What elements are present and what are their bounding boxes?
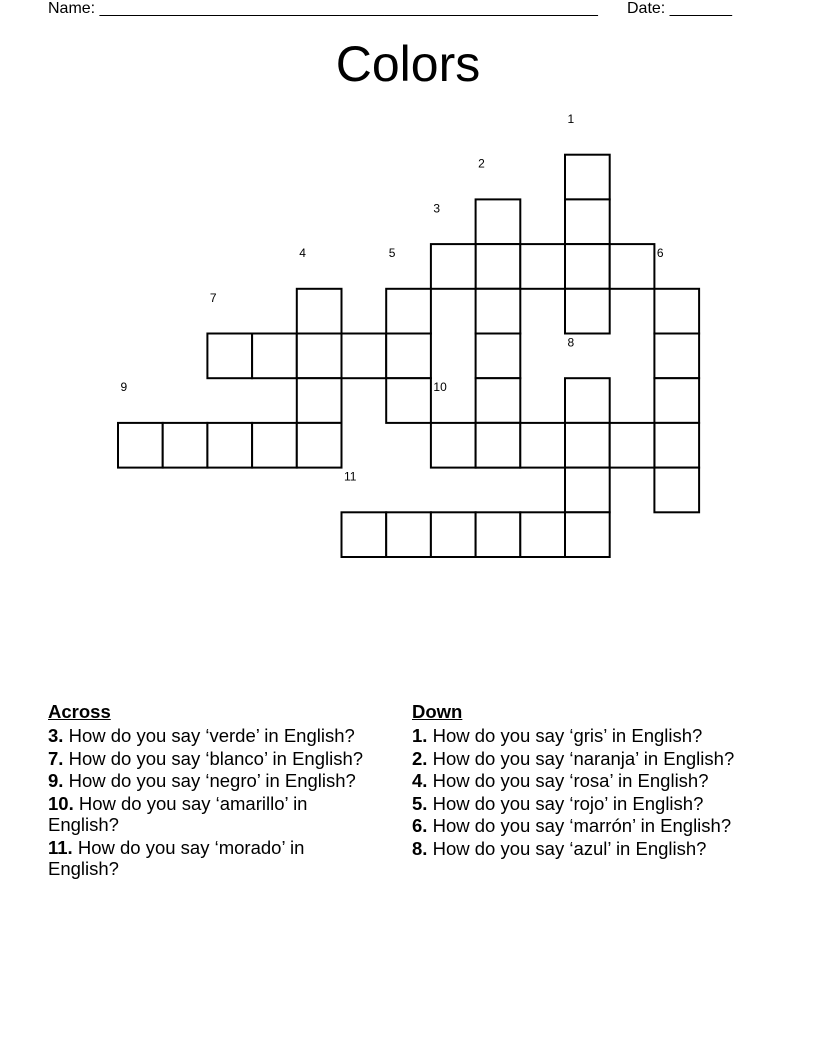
clue-text: How do you say ‘amarillo’ in English? bbox=[48, 792, 308, 835]
grid-cell[interactable] bbox=[431, 423, 476, 468]
grid-cell[interactable] bbox=[565, 423, 610, 468]
date-field-label: Date: _______ bbox=[627, 0, 732, 17]
grid-cell[interactable] bbox=[476, 289, 521, 334]
grid-cell[interactable] bbox=[610, 423, 655, 468]
grid-cell[interactable] bbox=[654, 334, 699, 379]
clue-number-label: 7 bbox=[209, 290, 217, 305]
across-clue bbox=[48, 725, 368, 747]
grid-cell[interactable] bbox=[118, 423, 163, 468]
across-clue bbox=[48, 748, 368, 770]
grid-cell[interactable] bbox=[565, 155, 610, 200]
clue-number: 10. bbox=[48, 792, 74, 814]
down-clue bbox=[412, 725, 752, 747]
across-heading: Across bbox=[48, 701, 111, 722]
name-field-label: Name: ________________________________________________________ bbox=[48, 0, 598, 17]
grid-cell[interactable] bbox=[342, 334, 387, 379]
clue-number-label: 10 bbox=[433, 380, 447, 395]
down-clue bbox=[412, 838, 752, 860]
grid-cell[interactable] bbox=[565, 244, 610, 289]
down-clue bbox=[412, 770, 752, 792]
clue-number: 3. bbox=[48, 725, 64, 746]
down-clue bbox=[412, 793, 752, 815]
grid-cell[interactable] bbox=[476, 199, 521, 244]
grid-cell[interactable] bbox=[565, 378, 610, 423]
clue-text: How do you say ‘rosa’ in English? bbox=[427, 770, 709, 791]
grid-cell[interactable] bbox=[163, 423, 208, 468]
clue-number-label: 11 bbox=[344, 469, 357, 484]
grid-cell[interactable] bbox=[520, 512, 565, 557]
down-clue bbox=[412, 748, 752, 770]
grid-cell[interactable] bbox=[297, 334, 342, 379]
grid-cell[interactable] bbox=[565, 199, 610, 244]
grid-cell[interactable] bbox=[565, 512, 610, 557]
across-clue bbox=[48, 770, 368, 792]
grid-cell[interactable] bbox=[252, 423, 297, 468]
grid-cell[interactable] bbox=[565, 468, 610, 513]
grid-cell[interactable] bbox=[476, 378, 521, 423]
grid-cell[interactable] bbox=[297, 289, 342, 334]
grid-cell[interactable] bbox=[252, 334, 297, 379]
grid-cell[interactable] bbox=[520, 423, 565, 468]
clue-text: How do you say ‘azul’ in English? bbox=[427, 837, 707, 859]
grid-cell[interactable] bbox=[297, 423, 342, 468]
clue-number: 4. bbox=[412, 770, 428, 791]
grid-cell[interactable] bbox=[342, 512, 387, 557]
clue-number: 5. bbox=[412, 792, 428, 814]
grid-cell[interactable] bbox=[610, 244, 655, 289]
grid-cell[interactable] bbox=[654, 468, 699, 513]
clue-number-label: 8 bbox=[567, 335, 575, 350]
across-clues bbox=[48, 701, 368, 881]
clue-number: 7. bbox=[48, 747, 64, 769]
grid-cell[interactable] bbox=[431, 512, 476, 557]
grid-cell[interactable] bbox=[654, 378, 699, 423]
clue-number: 11. bbox=[48, 836, 73, 858]
clue-text: How do you say ‘naranja’ in English? bbox=[427, 747, 735, 769]
clue-number-label: 6 bbox=[656, 246, 664, 261]
grid-cell[interactable] bbox=[431, 244, 476, 289]
grid-cell[interactable] bbox=[654, 289, 699, 334]
clue-text: How do you say ‘morado’ in English? bbox=[48, 836, 305, 879]
across-clue bbox=[48, 793, 368, 836]
grid-cell[interactable] bbox=[476, 334, 521, 379]
across-clue-list bbox=[48, 725, 368, 880]
clue-text: How do you say ‘blanco’ in English? bbox=[63, 747, 364, 769]
grid-cell[interactable] bbox=[207, 423, 252, 468]
clue-number: 6. bbox=[412, 815, 428, 836]
clue-text: How do you say ‘rojo’ in English? bbox=[427, 792, 704, 814]
clue-text: How do you say ‘marrón’ in English? bbox=[427, 815, 732, 836]
page-title: Colors bbox=[335, 36, 481, 92]
grid-cell[interactable] bbox=[476, 423, 521, 468]
clue-number: 9. bbox=[48, 770, 64, 791]
clue-number-label: 5 bbox=[388, 246, 396, 261]
grid-cell[interactable] bbox=[386, 289, 431, 334]
clue-number: 2. bbox=[412, 747, 428, 769]
across-clue bbox=[48, 837, 368, 880]
grid-cell[interactable] bbox=[476, 244, 521, 289]
down-clue-list bbox=[412, 725, 752, 859]
clue-number-label: 4 bbox=[299, 246, 306, 261]
down-clues bbox=[412, 701, 752, 860]
clue-text: How do you say ‘negro’ in English? bbox=[63, 770, 356, 791]
grid-cell[interactable] bbox=[476, 512, 521, 557]
grid-cell[interactable] bbox=[565, 289, 610, 334]
clue-number-label: 1 bbox=[567, 112, 575, 126]
clue-number-label: 2 bbox=[478, 156, 485, 171]
clue-text: How do you say ‘verde’ in English? bbox=[63, 725, 355, 746]
down-clue bbox=[412, 815, 752, 837]
clue-text: How do you say ‘gris’ in English? bbox=[427, 725, 703, 746]
grid-cell[interactable] bbox=[297, 378, 342, 423]
grid-cell[interactable] bbox=[386, 512, 431, 557]
grid-cell[interactable] bbox=[654, 423, 699, 468]
clue-number: 1. bbox=[412, 725, 428, 746]
grid-cell[interactable] bbox=[520, 244, 565, 289]
clue-number-label: 3 bbox=[433, 201, 441, 216]
grid-cell[interactable] bbox=[386, 378, 431, 423]
grid-cell[interactable] bbox=[386, 334, 431, 379]
clue-number-label: 9 bbox=[120, 380, 128, 395]
clue-number: 8. bbox=[412, 837, 428, 859]
down-heading: Down bbox=[412, 701, 463, 722]
grid-cell[interactable] bbox=[207, 334, 252, 379]
